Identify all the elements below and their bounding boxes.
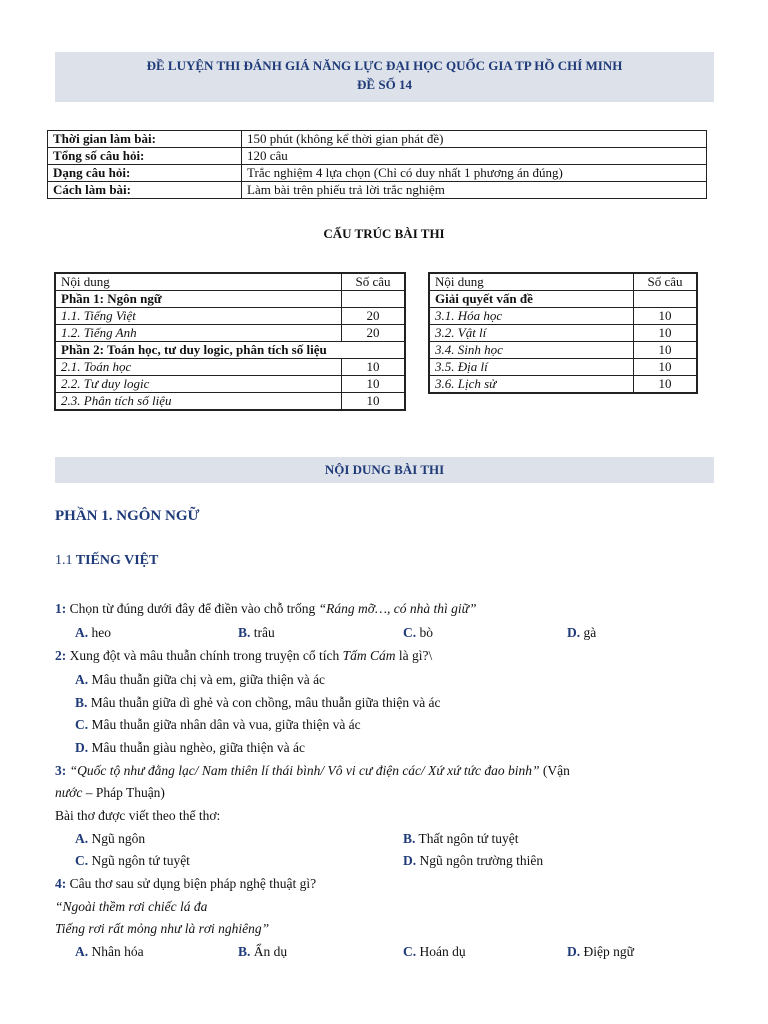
info-label: Cách làm bài: bbox=[48, 182, 242, 199]
section-count bbox=[634, 291, 698, 308]
info-value: Làm bài trên phiếu trả lời trắc nghiệm bbox=[242, 182, 707, 199]
section-name: 2.1. Toán học bbox=[55, 359, 342, 376]
option-text: Nhân hóa bbox=[91, 944, 144, 959]
section-count: 10 bbox=[634, 376, 698, 394]
section-count: 10 bbox=[634, 308, 698, 325]
table-row bbox=[429, 291, 697, 308]
option-letter: D. bbox=[403, 853, 417, 868]
option-text: gà bbox=[583, 625, 597, 640]
question-story: Tấm Cám bbox=[342, 648, 396, 663]
source-author: – Pháp Thuận) bbox=[82, 785, 165, 800]
option-letter: C. bbox=[75, 853, 89, 868]
question-number: 1: bbox=[55, 601, 67, 616]
option-letter: A. bbox=[75, 944, 89, 959]
section-count: 10 bbox=[342, 376, 406, 393]
section-name: 1.2. Tiếng Anh bbox=[55, 325, 342, 342]
option-text: Điệp ngữ bbox=[583, 944, 634, 959]
table-row bbox=[55, 308, 405, 325]
option-b bbox=[238, 944, 287, 960]
option-text: Mâu thuẫn giữa chị và em, giữa thiện và ác bbox=[91, 672, 326, 687]
section-name: 3.6. Lịch sử bbox=[429, 376, 634, 394]
info-label: Dạng câu hỏi: bbox=[48, 165, 242, 182]
section-name: 2.3. Phân tích số liệu bbox=[55, 393, 342, 411]
table-row bbox=[429, 376, 697, 394]
question-4 bbox=[55, 876, 316, 892]
option-letter: A. bbox=[75, 625, 89, 640]
option-c bbox=[403, 625, 433, 641]
table-row bbox=[48, 165, 707, 182]
option-text: Ẩn dụ bbox=[253, 944, 288, 959]
section-name: Phần 2: Toán học, tư duy logic, phân tích số liệu bbox=[55, 342, 405, 359]
column-header: Nội dung bbox=[55, 273, 342, 291]
table-row bbox=[55, 325, 405, 342]
option-a bbox=[75, 672, 325, 688]
content-title: NỘI DUNG BÀI THI bbox=[324, 462, 445, 477]
section-name: Giải quyết vấn đề bbox=[429, 291, 634, 308]
section-name: 1.1. Tiếng Việt bbox=[55, 308, 342, 325]
question-source: (Vận bbox=[539, 763, 570, 778]
section-count: 10 bbox=[634, 342, 698, 359]
section-count: 10 bbox=[634, 359, 698, 376]
part-heading: PHẦN 1. NGÔN NGỮ bbox=[55, 508, 200, 524]
section-name: 3.2. Vật lí bbox=[429, 325, 634, 342]
option-letter: D. bbox=[75, 740, 89, 755]
info-value: 150 phút (không kể thời gian phát đề) bbox=[242, 131, 707, 148]
section-count bbox=[342, 291, 406, 308]
option-letter: B. bbox=[403, 831, 416, 846]
table-row bbox=[55, 342, 405, 359]
section-name: 3.1. Hóa học bbox=[429, 308, 634, 325]
option-text: Mâu thuẫn giữa dì ghẻ và con chồng, mâu thuẫn giữa thiện và ác bbox=[90, 695, 441, 710]
question-prompt: Bài thơ được viết theo thể thơ: bbox=[55, 808, 221, 823]
column-header: Nội dung bbox=[429, 273, 634, 291]
option-b bbox=[403, 831, 518, 847]
table-row bbox=[48, 182, 707, 199]
option-text: heo bbox=[91, 625, 111, 640]
question-text: Câu thơ sau sử dụng biện pháp nghệ thuật gì? bbox=[69, 876, 317, 891]
info-label: Thời gian làm bài: bbox=[48, 131, 242, 148]
option-a bbox=[75, 944, 144, 960]
info-value: Trắc nghiệm 4 lựa chọn (Chỉ có duy nhất 1 phương án đúng) bbox=[242, 165, 707, 182]
exam-title: ĐỀ LUYỆN THI ĐÁNH GIÁ NĂNG LỰC ĐẠI HỌC QUỐC GIA TP HỒ CHÍ MINH bbox=[146, 58, 623, 73]
option-d bbox=[403, 853, 543, 869]
option-letter: B. bbox=[238, 625, 251, 640]
table-row bbox=[48, 148, 707, 165]
table-header-row bbox=[55, 273, 405, 291]
question-quote: “Ráng mỡ…, có nhà thì giữ” bbox=[318, 601, 477, 616]
section-count: 10 bbox=[634, 325, 698, 342]
question-3-source bbox=[55, 785, 165, 801]
exam-number: ĐỀ SỐ 14 bbox=[357, 77, 412, 92]
option-letter: D. bbox=[567, 625, 581, 640]
table-row bbox=[429, 342, 697, 359]
table-row bbox=[55, 291, 405, 308]
verse-line: “Ngoài thềm rơi chiếc lá đa bbox=[55, 899, 208, 914]
subsection-name: TIẾNG VIỆT bbox=[75, 553, 159, 568]
option-letter: C. bbox=[75, 717, 89, 732]
content-title-banner bbox=[55, 457, 714, 483]
option-text: trâu bbox=[253, 625, 275, 640]
table-header-row bbox=[429, 273, 697, 291]
option-letter: D. bbox=[567, 944, 581, 959]
verse-line: Tiếng rơi rất mỏng như là rơi nghiêng” bbox=[55, 921, 270, 936]
column-header: Số câu bbox=[342, 273, 406, 291]
table-row bbox=[48, 131, 707, 148]
subsection-number: 1.1 bbox=[55, 553, 73, 568]
question-number: 3: bbox=[55, 763, 67, 778]
structure-table-right bbox=[428, 272, 698, 394]
section-count: 10 bbox=[342, 359, 406, 376]
option-d bbox=[567, 625, 596, 641]
question-quote: “Quốc tộ như đằng lạc/ Nam thiên lí thái bình/ Vô vi cư điện các/ Xứ xứ tức đao binh” bbox=[69, 763, 540, 778]
table-row bbox=[429, 359, 697, 376]
option-b bbox=[238, 625, 275, 641]
option-d bbox=[567, 944, 634, 960]
option-letter: A. bbox=[75, 831, 89, 846]
option-letter: B. bbox=[238, 944, 251, 959]
option-letter: B. bbox=[75, 695, 88, 710]
section-count: 20 bbox=[342, 325, 406, 342]
option-text: bò bbox=[419, 625, 433, 640]
subsection-heading bbox=[55, 553, 158, 569]
section-name: Phần 1: Ngôn ngữ bbox=[55, 291, 342, 308]
exam-title-banner bbox=[55, 52, 714, 102]
table-row bbox=[55, 359, 405, 376]
option-letter: C. bbox=[403, 625, 417, 640]
structure-title: CẤU TRÚC BÀI THI bbox=[323, 226, 445, 241]
exam-info-table bbox=[47, 130, 707, 199]
option-c bbox=[403, 944, 466, 960]
section-name: 2.2. Tư duy logic bbox=[55, 376, 342, 393]
table-row bbox=[55, 376, 405, 393]
option-text: Mâu thuẫn giữa nhân dân và vua, giữa thiện và ác bbox=[91, 717, 361, 732]
option-letter: C. bbox=[403, 944, 417, 959]
question-text: Xung đột và mâu thuẫn chính trong truyện cổ tích bbox=[69, 648, 343, 663]
option-letter: A. bbox=[75, 672, 89, 687]
question-text: Chọn từ đúng dưới đây để điền vào chỗ trống bbox=[69, 601, 319, 616]
table-row bbox=[55, 393, 405, 411]
info-value: 120 câu bbox=[242, 148, 707, 165]
info-label: Tổng số câu hỏi: bbox=[48, 148, 242, 165]
question-number: 4: bbox=[55, 876, 67, 891]
section-count: 20 bbox=[342, 308, 406, 325]
option-c bbox=[75, 717, 361, 733]
question-3 bbox=[55, 763, 570, 779]
option-text: Ngũ ngôn bbox=[91, 831, 146, 846]
option-d bbox=[75, 740, 305, 756]
table-row bbox=[429, 325, 697, 342]
section-name: 3.4. Sinh học bbox=[429, 342, 634, 359]
source-title: nước bbox=[55, 785, 83, 800]
section-count: 10 bbox=[342, 393, 406, 411]
column-header: Số câu bbox=[634, 273, 698, 291]
question-2 bbox=[55, 648, 432, 664]
option-text: Ngũ ngôn tứ tuyệt bbox=[91, 853, 190, 868]
option-a bbox=[75, 831, 145, 847]
option-text: Thất ngôn tứ tuyệt bbox=[418, 831, 519, 846]
section-name: 3.5. Địa lí bbox=[429, 359, 634, 376]
option-b bbox=[75, 695, 441, 711]
option-text: Ngũ ngôn trường thiên bbox=[419, 853, 544, 868]
table-row bbox=[429, 308, 697, 325]
option-text: Mâu thuẫn giàu nghèo, giữa thiện và ác bbox=[91, 740, 306, 755]
option-text: Hoán dụ bbox=[419, 944, 466, 959]
structure-table-left bbox=[54, 272, 406, 411]
option-c bbox=[75, 853, 190, 869]
option-a bbox=[75, 625, 111, 641]
question-number: 2: bbox=[55, 648, 67, 663]
question-text-end: là gì?\ bbox=[395, 648, 433, 663]
question-1 bbox=[55, 601, 476, 617]
